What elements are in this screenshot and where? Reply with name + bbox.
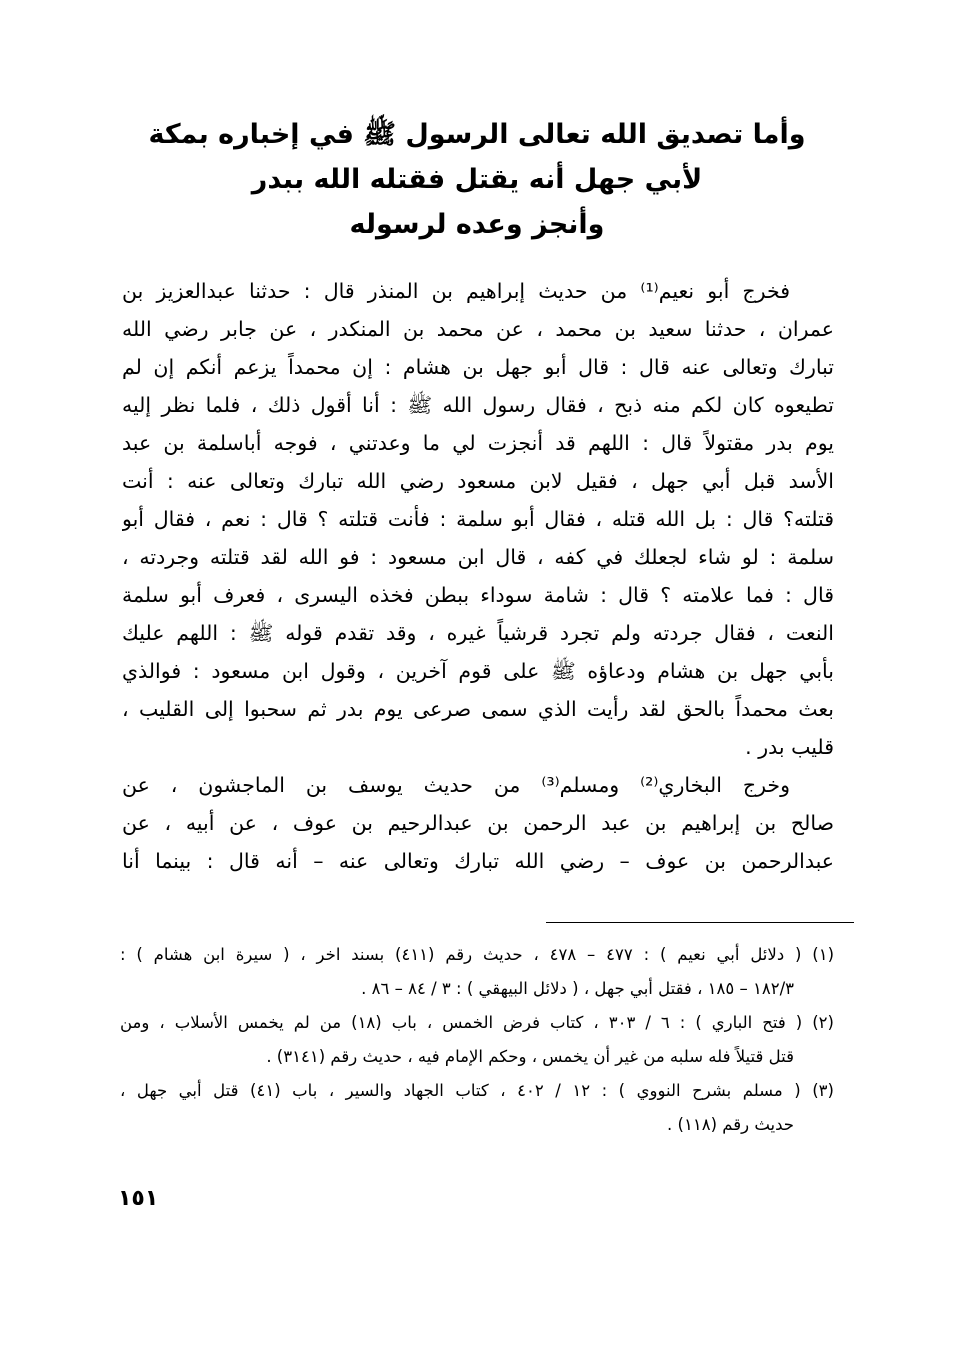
text-line: بأبي جهل بن هشام ودعاؤه ﷺ على قوم آخرين ، وقول ابن مسعود : فوالذي	[122, 659, 834, 683]
footnote-line: ١٨٢/٣ – ١٨٥ ، فقتل أبي جهل ، ( دلائل البيهقي ) : ٣ / ٨٤ – ٨٦ .	[361, 979, 794, 998]
text-line: النعت ، فقال جردته ولم تجرد قرشياً غيره ، وقد تقدم قوله ﷺ : اللهم عليك	[122, 621, 834, 645]
paragraph-2	[122, 766, 834, 880]
page-number: ١٥١	[118, 1186, 159, 1211]
text-line: قال : فما علامته ؟ قال : شامة سوداء ببطن فخذه اليسرى ، فعرف أبو سلمة	[122, 583, 834, 607]
text-line: وخرج البخاري⁽²⁾ ومسلم⁽³⁾ من حديث يوسف بن الماجشون ، عن	[122, 773, 790, 797]
body-text	[122, 272, 834, 880]
footnote-separator	[546, 922, 854, 923]
heading-line-1: وأما تصديق الله تعالى الرسول ﷺ في إخباره بمكة	[148, 119, 806, 150]
footnote-line: حديث رقم (١١٨) .	[667, 1115, 794, 1134]
text-line: صالح بن إبراهيم بن عبد الرحمن بن عبدالرحيم بن عوف ، عن أبيه ، عن	[122, 811, 834, 835]
text-line: عمران ، حدثنا سعيد بن محمد ، عن محمد بن المنكدر ، عن جابر رضي الله	[122, 317, 834, 341]
footnote-1	[120, 938, 834, 1006]
text-line: سلمة : لو شاء لجعلك في كفه ، قال ابن مسعود : فو الله لقد قتلته وجردته ،	[122, 545, 834, 569]
text-line: الأسد قبل أبي جهل ، فقيل لابن مسعود رضي الله تبارك وتعالى عنه : أنت	[122, 469, 834, 493]
text-line: فخرج أبو نعيم⁽¹⁾ من حديث إبراهيم بن المنذر قال : حدثنا عبدالعزيز بن	[122, 279, 790, 303]
text-line: تطيعوه كان لكم منه ذبح ، فقال رسول الله ﷺ : أنا أقول ذلك ، فلما نظر إليه	[122, 393, 834, 417]
footnote-3	[120, 1074, 834, 1142]
heading-line-3: وأنجز وعده لرسوله	[349, 209, 605, 240]
paragraph-1	[122, 272, 834, 766]
text-line: بعث محمداً بالحق لقد رأيت الذي سمى صرعى يوم بدر ثم سحبوا إلى القليب ،	[122, 697, 834, 721]
heading-line-2: لأبي جهل أنه يقتل فقتله الله ببدر	[251, 164, 703, 195]
footnote-line: (٢) ( فتح الباري ) : ٦ / ٣٠٣ ، كتاب فرض الخمس ، باب (١٨) من لم يخمس الأسلاب ، ومن	[120, 1013, 834, 1032]
footnote-line: (٣) ( مسلم بشرح النووي ) : ١٢ / ٤٠٢ ، كتاب الجهاد والسير ، باب (٤١) قتل أبي جهل ،	[120, 1081, 834, 1100]
text-line: قليب بدر .	[745, 735, 834, 759]
footnote-2	[120, 1006, 834, 1074]
text-line: يوم بدر مقتولاً قال : اللهم قد أنجزت لي ما وعدتني ، فوجه أباسلمة بن عبد	[122, 431, 834, 455]
footnote-line: قتل قتيلاً فله سلبه من غير أن يخمس ، وحكم الإمام فيه ، حديث رقم (٣١٤١) .	[266, 1047, 794, 1066]
footnotes	[120, 938, 834, 1142]
text-line: قتلته؟ قال : بل الله قتله ، فقال أبو سلمة : فأنت قتلته ؟ قال : نعم ، فقال أبو	[122, 507, 834, 531]
footnote-line: (١) ( دلائل أبي نعيم ) : ٤٧٧ – ٤٧٨ ، حديث رقم (٤١١) بسند اخر ، ( سيرة ابن هشام ) :	[120, 945, 834, 964]
chapter-heading	[120, 112, 834, 247]
text-line: عبدالرحمن بن عوف – رضي الله تبارك وتعالى عنه – أنه قال : بينما أنا	[122, 849, 834, 873]
text-line: تبارك وتعالى عنه قال : قال أبو جهل بن هشام : إن محمداً يزعم أنكم إن لم	[122, 355, 834, 379]
